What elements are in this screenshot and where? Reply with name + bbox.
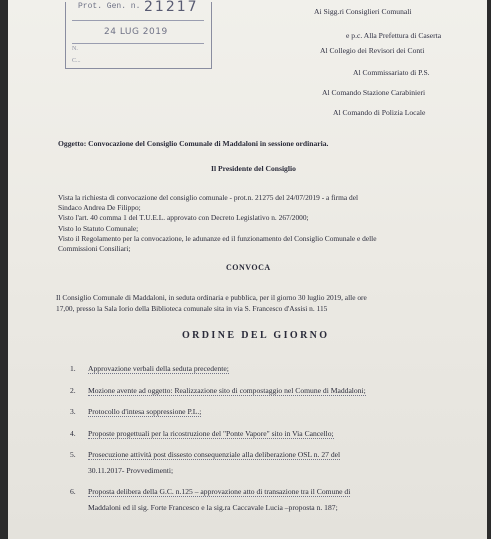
recipient-line: Al Comando di Polizia Locale [333, 108, 426, 117]
premise-line: Commissioni Consiliari; [58, 244, 131, 254]
agenda-item [70, 404, 480, 420]
agenda-item-text-continued: 30.11.2017- Provvedimenti; [88, 465, 174, 475]
agenda-item [70, 484, 480, 515]
agenda-item-number: 4. [70, 428, 76, 438]
agenda-item-number: 3. [70, 407, 76, 416]
agenda-item-text: Proposte progettuali per la ricostruzione del "Ponte Vapore" sito in Via Cancello; [88, 428, 334, 438]
premise-line: Sindaco Andrea De Filippo; [58, 203, 141, 213]
agenda-item-number: 5. [70, 450, 76, 459]
stamp-note: C... [72, 58, 81, 64]
premise-line: Visto lo Statuto Comunale; [58, 223, 139, 233]
agenda-item-text-continued: Maddaloni ed il sig. Forte Francesco e la sig.ra Caccavale Lucia –proposta n. 187; [88, 502, 338, 512]
agenda-item-text: Approvazione verbali della seduta precedente; [88, 364, 229, 373]
agenda-item-text: Protocollo d'intesa soppressione P.L.; [88, 407, 202, 416]
stamp-protocol-label: Prot. Gen. n. [78, 2, 141, 11]
agenda-title: ORDINE DEL GIORNO [182, 330, 330, 341]
premise-line: Visto l'art. 40 comma 1 del T.U.E.L. approvato con Decreto Legislativo n. 267/2000; [58, 213, 309, 223]
meeting-details-line: Il Consiglio Comunale di Maddaloni, in seduta ordinaria e pubblica, per il giorno 30 luglio 2019, alle ore [56, 293, 367, 302]
stamp-protocol-number: 21217 [144, 0, 199, 15]
stamp-divider [72, 43, 204, 44]
agenda-item [70, 447, 480, 478]
premise-line: Visto il Regolamento per la convocazione, le adunanze ed il funzionamento del Consiglio Comunale e delle [58, 233, 377, 243]
agenda-list [70, 361, 480, 521]
section-heading: Il Presidente del Consiglio [211, 164, 296, 173]
agenda-item-number: 2. [70, 385, 76, 395]
premises-block [58, 193, 478, 254]
document-page [8, 0, 487, 539]
agenda-item-number: 6. [70, 487, 76, 496]
recipient-line: Al Commissariato di P.S. [353, 68, 430, 77]
stamp-note: N. [72, 46, 78, 52]
meeting-details [56, 292, 476, 314]
agenda-item [70, 426, 480, 442]
subject-line: Oggetto: Convocazione del Consiglio Comunale di Maddaloni in sessione ordinaria. [58, 139, 329, 148]
stamp-divider [72, 20, 204, 21]
agenda-item-number: 1. [70, 364, 76, 373]
agenda-item [70, 361, 480, 377]
meeting-details-line: 17,00, presso la Sala Iorio della Biblioteca comunale sita in via S. Francesco d'Assisi n. 115 [56, 304, 328, 313]
recipient-line: e p.c. Alla Prefettura di Caserta [346, 31, 442, 40]
convoca-heading: CONVOCA [226, 263, 271, 272]
agenda-item-text: Mozione avente ad oggetto: Realizzazione sito di compostaggio nel Comune di Maddaloni; [88, 385, 366, 395]
agenda-item [70, 383, 480, 399]
recipient-line: Al Collegio dei Revisori dei Conti [320, 46, 425, 55]
protocol-stamp [65, 2, 212, 69]
recipient-line: Ai Sigg.ri Consiglieri Comunali [314, 7, 412, 16]
agenda-item-text: Proposta delibera della G.C. n.125 – approvazione atto di transazione tra il Comune di [88, 487, 351, 496]
premise-line: Vista la richiesta di convocazione del consiglio comunale - prot.n. 21275 del 24/07/2019 - a firma del [58, 193, 359, 202]
agenda-item-text: Prosecuzione attività post dissesto consequenziale alla deliberazione OSL n. 27 del [88, 450, 341, 459]
stamp-date: 24 LUG 2019 [104, 27, 168, 37]
recipient-line: Al Comando Stazione Carabinieri [322, 88, 426, 97]
